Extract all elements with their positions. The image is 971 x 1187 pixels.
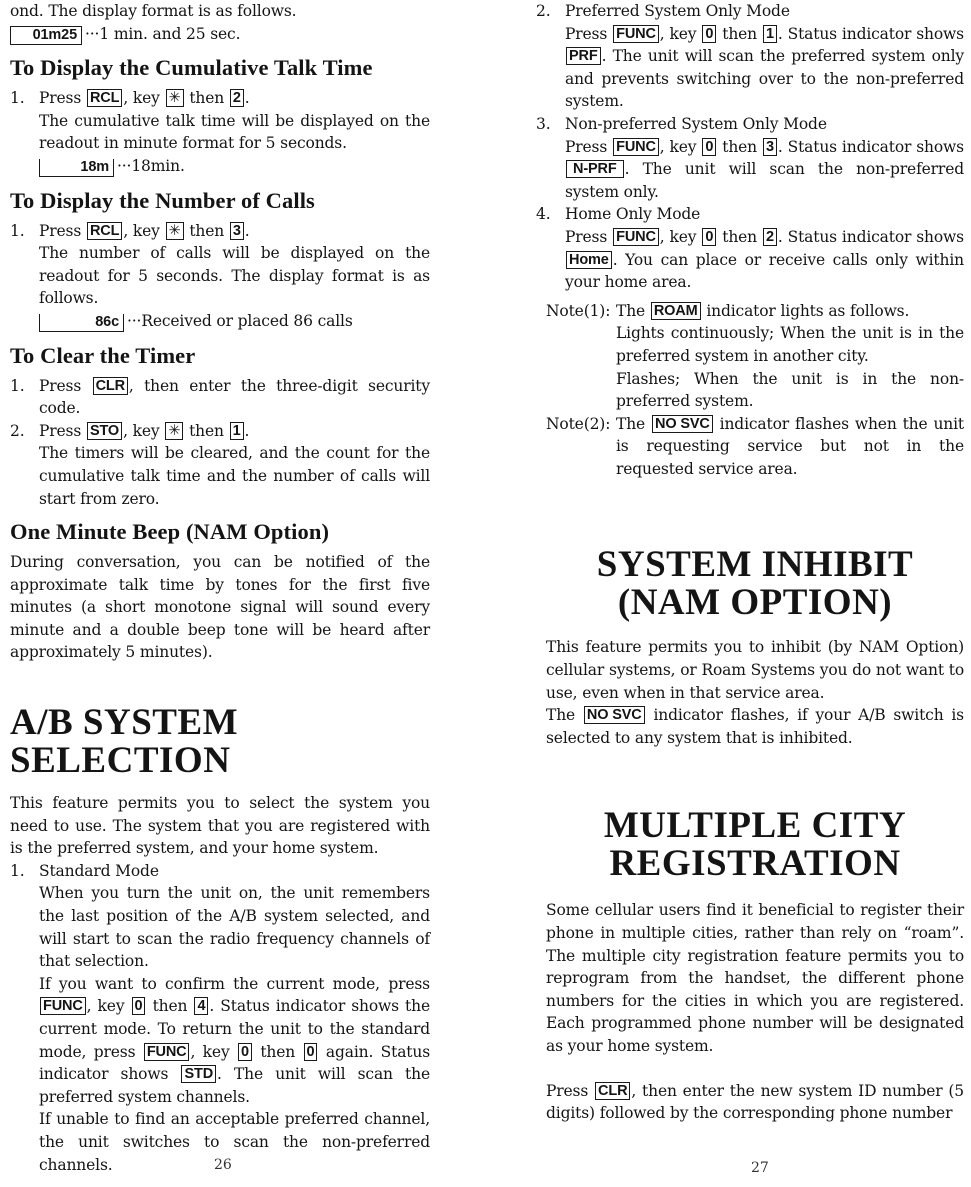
clear-step-2-text: Press STO , key ✳ then 1 .	[39, 421, 250, 440]
home-indicator: Home	[566, 251, 612, 269]
clear-step-1-text: Press CLR , then enter the three-digit security code.	[39, 376, 430, 418]
calls-step-instruction: Press RCL , key ✳ then 3 .	[39, 221, 250, 240]
left-page	[10, 0, 430, 1176]
digit-0-key: 0	[702, 138, 716, 156]
heading-registration: REGISTRATION	[609, 843, 901, 885]
rcl-key: RCL	[87, 89, 122, 107]
page-number-right: 27	[751, 1160, 769, 1176]
cumulative-step-1	[10, 87, 430, 177]
standard-mode-para-3: If unable to find an acceptable preferred channel, the unit switches to scan the non-preferred channels.	[39, 1110, 430, 1174]
star-key: ✳	[166, 222, 184, 240]
no-svc-indicator: NO SVC	[652, 415, 713, 433]
digit-0-key: 0	[238, 1043, 252, 1061]
non-preferred-mode-text: Press FUNC , key 0 then 3 . Status indicator shows N-PRF . The unit will scan the non-preferred system only.	[565, 137, 964, 201]
std-indicator: STD	[181, 1065, 216, 1083]
sto-key: STO	[87, 422, 122, 440]
star-key: ✳	[166, 89, 184, 107]
home-only-mode-item	[536, 203, 964, 293]
digit-2-key: 2	[763, 228, 777, 246]
digit-1-key: 1	[230, 422, 244, 440]
digit-0-key: 0	[702, 228, 716, 246]
heading-nam-option: (NAM OPTION)	[617, 582, 893, 624]
digit-1-key: 1	[763, 25, 777, 43]
cumulative-display-line	[39, 155, 430, 178]
note-2-text: The NO SVC indicator flashes when the unit is requesting service but not in the requested service area.	[616, 414, 965, 478]
note-1	[546, 300, 964, 413]
clr-key: CLR	[595, 1082, 630, 1100]
digit-4-key: 4	[194, 997, 208, 1015]
beep-description: During conversation, you can be notified of the approximate talk time by tones for the first five minutes (a short monotone signal will sound every minute and a double beep tone will be heard after approximately 5 minutes).	[10, 553, 430, 662]
non-preferred-mode-item	[536, 113, 964, 203]
clear-description: The timers will be cleared, and the count for the cumulative talk time and the number of calls will start from zero.	[39, 444, 430, 508]
step-number: 1.	[10, 221, 25, 240]
clear-step-1	[10, 375, 430, 420]
func-key: FUNC	[613, 138, 659, 156]
func-key: FUNC	[40, 997, 86, 1015]
note-1-label: Note(1):	[546, 301, 611, 320]
standard-mode-para-2: If you want to confirm the current mode, press FUNC , key 0 then 4 . Status indicator shows the current mode. To return the unit to the standard mode, press FUNC , key 0 then 0 again. Status indicator shows STD . The unit will scan the preferred system channels.	[39, 974, 431, 1106]
cumulative-description: The cumulative talk time will be displayed on the readout in minute format for 5 seconds.	[39, 111, 430, 153]
roam-indicator: ROAM	[651, 302, 701, 320]
calls-description: The number of calls will be displayed on the readout for 5 seconds. The display format is as follows.	[39, 244, 430, 308]
item-number: 2.	[536, 2, 551, 20]
prf-indicator: PRF	[566, 47, 601, 65]
note-2-label: Note(2):	[546, 414, 611, 433]
intro-line: ond. The display format is as follows.	[10, 2, 297, 20]
item-number: 4.	[536, 205, 551, 224]
digit-2-key: 2	[230, 89, 244, 107]
digit-3-key: 3	[230, 222, 244, 240]
digit-0-key: 0	[132, 997, 146, 1015]
heading-clear-timer: To Clear the Timer	[10, 342, 196, 368]
star-key: ✳	[165, 422, 183, 440]
time-readout-caption: ···1 min. and 25 sec.	[85, 24, 241, 43]
inhibit-para-2: The NO SVC indicator flashes, if your A/B switch is selected to any system that is inhibited.	[546, 706, 964, 747]
n-prf-indicator: N-PRF	[566, 160, 624, 178]
standard-mode-para-1: When you turn the unit on, the unit remembers the last position of the A/B system selected, and will start to scan the radio frequency channels of that selection.	[39, 884, 430, 971]
step-number: 2.	[10, 421, 25, 440]
standard-mode-item	[10, 860, 430, 1176]
clear-step-2	[10, 420, 430, 510]
heading-ab-system-selection: A/B SYSTEM SELECTION	[10, 702, 239, 782]
preferred-mode-text: Press FUNC , key 0 then 1 . Status indicator shows PRF . The unit will scan the preferred system only and prevents switching over to the non-preferred system.	[565, 24, 964, 111]
preferred-mode-item	[536, 0, 964, 113]
func-key: FUNC	[144, 1043, 190, 1061]
item-number: 1.	[10, 861, 25, 880]
home-only-mode-title: Home Only Mode	[565, 205, 701, 224]
heading-one-minute-beep: One Minute Beep (NAM Option)	[10, 519, 330, 545]
heading-system-inhibit: SYSTEM INHIBIT	[596, 544, 914, 586]
step-number: 1.	[10, 89, 25, 108]
note-1-line-1: The ROAM indicator lights as follows.	[616, 301, 910, 320]
calls-readout: 86c	[39, 314, 124, 332]
rcl-key: RCL	[87, 222, 122, 240]
page-number-left: 26	[214, 1157, 232, 1173]
ab-intro: This feature permits you to select the system you need to use. The system that you are registered with is the preferred system, and your home system.	[10, 794, 430, 858]
standard-mode-title: Standard Mode	[39, 861, 159, 880]
heading-number-of-calls: To Display the Number of Calls	[10, 187, 315, 213]
item-number: 3.	[536, 114, 551, 133]
step-number: 1.	[10, 376, 25, 395]
cumulative-step-instruction: Press RCL , key ✳ then 2 .	[39, 89, 250, 108]
intro-display-line	[10, 23, 430, 46]
heading-cumulative-talk-time: To Display the Cumulative Talk Time	[10, 55, 373, 81]
non-preferred-mode-title: Non-preferred System Only Mode	[565, 114, 827, 133]
time-readout: 01m25	[10, 26, 82, 45]
digit-3-key: 3	[763, 138, 777, 156]
calls-display-line	[39, 310, 430, 333]
talk-time-readout: 18m	[39, 159, 114, 177]
multi-para-2: Press CLR , then enter the new system ID number (5 digits) followed by the corresponding phone number	[546, 1081, 965, 1123]
no-svc-indicator: NO SVC	[584, 706, 645, 724]
note-1-line-2: Lights continuously; When the unit is in the preferred system in another city.	[616, 324, 964, 365]
talk-time-readout-caption: ···18min.	[117, 156, 185, 175]
calls-step-1	[10, 220, 430, 333]
heading-multiple-city: MULTIPLE CITY	[603, 805, 907, 847]
home-only-mode-text: Press FUNC , key 0 then 2 . Status indicator shows Home . You can place or receive calls only within your home area.	[565, 227, 964, 292]
func-key: FUNC	[613, 228, 659, 246]
clr-key: CLR	[93, 377, 128, 395]
calls-readout-caption: ···Received or placed 86 calls	[127, 311, 353, 330]
digit-0-key: 0	[304, 1043, 318, 1061]
right-page	[536, 0, 965, 1125]
multi-para-1: Some cellular users find it beneficial to register their phone in multiple cities, rather than rely on “roam”. The multiple city registration feature permits you to reprogram from the handset, the different phone numbers for the cities in which you are registered. Each programmed phone number will be designated as your home system.	[546, 901, 964, 1055]
preferred-mode-title: Preferred System Only Mode	[565, 2, 790, 20]
func-key: FUNC	[613, 25, 659, 43]
note-1-line-3: Flashes; When the unit is in the non-preferred system.	[616, 369, 964, 411]
inhibit-para-1: This feature permits you to inhibit (by NAM Option) cellular systems, or Roam Systems you do not want to use, even when in that service area.	[546, 638, 964, 702]
note-2	[546, 413, 964, 481]
digit-0-key: 0	[702, 25, 716, 43]
